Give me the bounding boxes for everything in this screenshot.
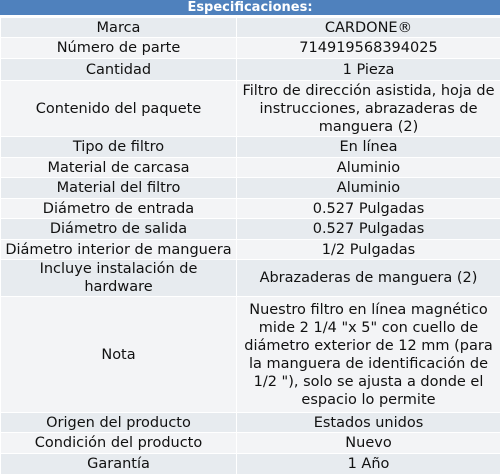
spec-value: Abrazaderas de manguera (2) [237, 260, 500, 297]
specifications-table [0, 17, 500, 475]
spec-row-marca [1, 18, 500, 38]
spec-label: Diámetro de entrada [1, 199, 237, 219]
spec-value: CARDONE® [237, 18, 500, 38]
spec-value: Aluminio [237, 178, 500, 199]
spec-row-incluye-instalacion-de-hardware [1, 260, 500, 297]
spec-row-garantia [1, 454, 500, 475]
spec-label: Marca [1, 18, 237, 38]
spec-row-cantidad [1, 59, 500, 81]
specifications-header: Especificaciones: [0, 0, 500, 16]
spec-label: Material de carcasa [1, 158, 237, 178]
spec-row-diametro-interior-de-manguera [1, 240, 500, 260]
spec-value: 714919568394025 [237, 38, 500, 59]
spec-value: 1 Año [237, 454, 500, 475]
spec-row-nota [1, 297, 500, 413]
spec-label: Nota [1, 297, 237, 413]
spec-label: Condición del producto [1, 433, 237, 454]
spec-row-material-de-carcasa [1, 158, 500, 178]
spec-row-numero-de-parte [1, 38, 500, 59]
spec-label: Cantidad [1, 59, 237, 81]
spec-row-diametro-de-salida [1, 219, 500, 240]
spec-label: Material del filtro [1, 178, 237, 199]
spec-row-contenido-del-paquete [1, 81, 500, 137]
spec-value: 1/2 Pulgadas [237, 240, 500, 260]
spec-label: Número de parte [1, 38, 237, 59]
spec-label: Diámetro de salida [1, 219, 237, 240]
spec-label: Incluye instalación de hardware [1, 260, 237, 297]
spec-value: Estados unidos [237, 413, 500, 433]
spec-row-material-del-filtro [1, 178, 500, 199]
spec-value: 0.527 Pulgadas [237, 199, 500, 219]
spec-value: Aluminio [237, 158, 500, 178]
spec-row-origen-del-producto [1, 413, 500, 433]
spec-label: Contenido del paquete [1, 81, 237, 137]
spec-value: 0.527 Pulgadas [237, 219, 500, 240]
spec-value: Nuevo [237, 433, 500, 454]
spec-value: 1 Pieza [237, 59, 500, 81]
spec-value: En línea [237, 137, 500, 158]
spec-label: Garantía [1, 454, 237, 475]
spec-label: Diámetro interior de manguera [1, 240, 237, 260]
spec-row-diametro-de-entrada [1, 199, 500, 219]
spec-row-condicion-del-producto [1, 433, 500, 454]
spec-label: Origen del producto [1, 413, 237, 433]
spec-value: Nuestro filtro en línea magnético mide 2 1/4 "x 5" con cuello de diámetro exterior de 12 mm (para la manguera de identificación de 1/2 "), solo se ajusta a donde el espacio lo permite [237, 297, 500, 413]
spec-label: Tipo de filtro [1, 137, 237, 158]
spec-value: Filtro de dirección asistida, hoja de instrucciones, abrazaderas de manguera (2) [237, 81, 500, 137]
spec-row-tipo-de-filtro [1, 137, 500, 158]
